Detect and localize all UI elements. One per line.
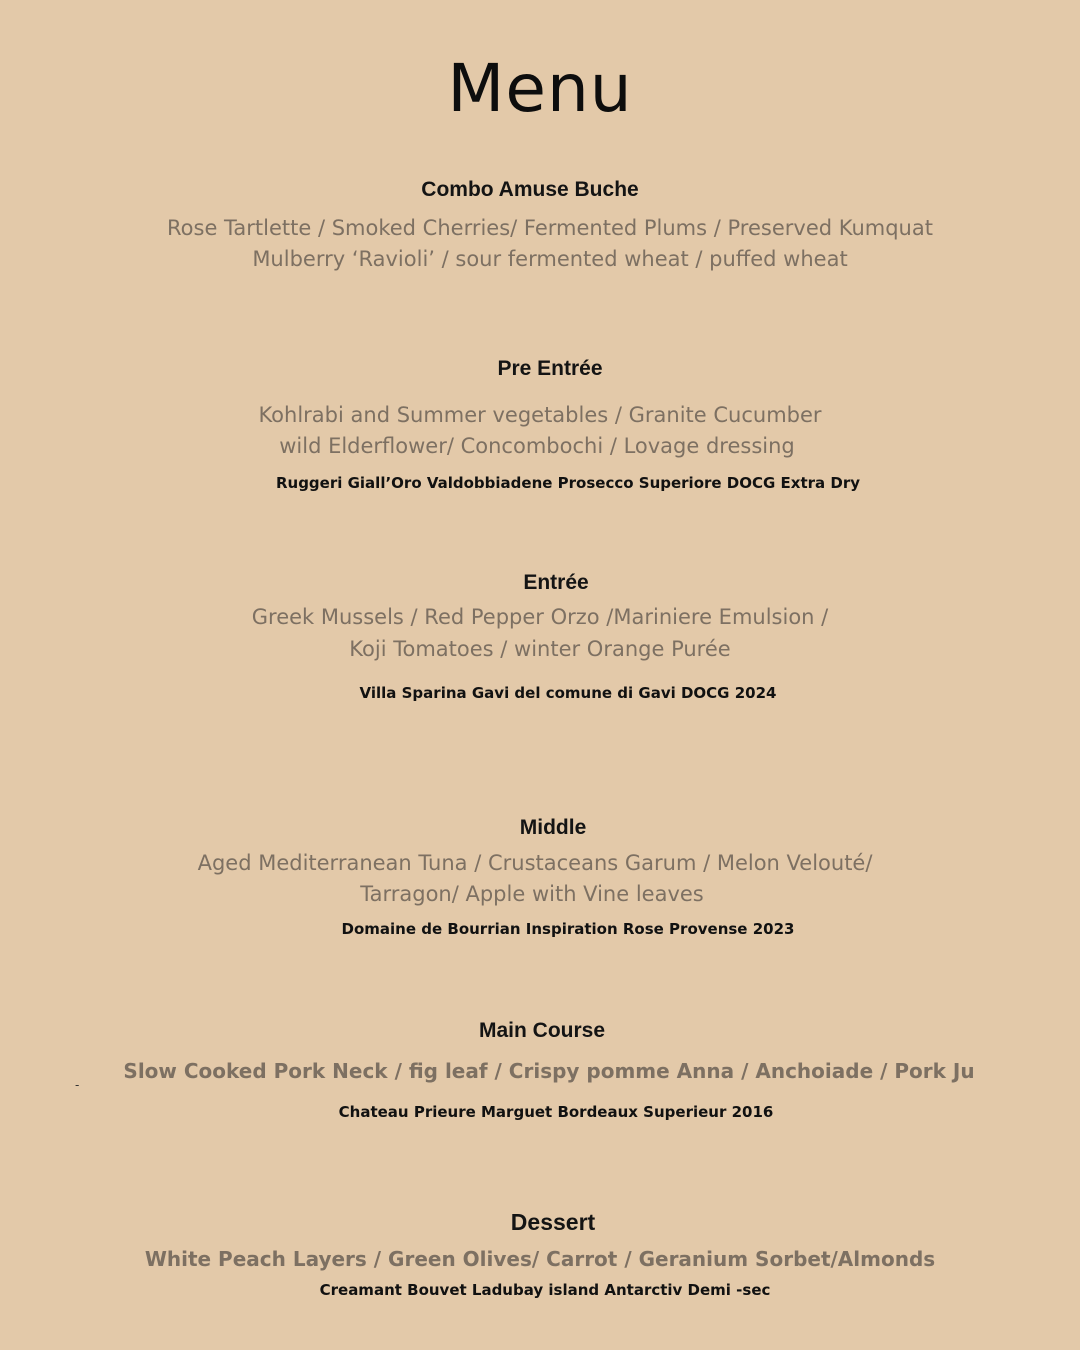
- course-heading-dessert: Dessert: [510, 1209, 596, 1235]
- course-line-pre-entree-1: Kohlrabi and Summer vegetables / Granite Cucumber: [258, 403, 822, 427]
- course-heading-pre-entree: Pre Entrée: [497, 357, 603, 380]
- stray-mark: -: [75, 1078, 80, 1092]
- course-line-dessert-1: White Peach Layers / Green Olives/ Carrot / Geranium Sorbet/Almonds: [144, 1247, 936, 1271]
- menu-title: Menu: [447, 50, 633, 127]
- course-heading-entree: Entrée: [523, 571, 589, 594]
- course-line-entree-1: Greek Mussels / Red Pepper Orzo /Mariniere Emulsion /: [251, 605, 829, 629]
- wine-pairing-pre-entree: Ruggeri Giall’Oro Valdobbiadene Prosecco Superiore DOCG Extra Dry: [275, 474, 861, 492]
- wine-pairing-middle: Domaine de Bourrian Inspiration Rose Provense 2023: [341, 920, 795, 938]
- course-heading-middle: Middle: [519, 816, 587, 839]
- course-heading-main-course: Main Course: [478, 1019, 606, 1042]
- wine-pairing-dessert: Creamant Bouvet Ladubay island Antarctiv Demi -sec: [319, 1281, 771, 1299]
- course-line-entree-2: Koji Tomatoes / winter Orange Purée: [349, 637, 731, 661]
- course-line-amuse-buche-2: Mulberry ‘Ravioli’ / sour fermented wheat / puffed wheat: [252, 247, 848, 271]
- course-line-middle-2: Tarragon/ Apple with Vine leaves: [360, 882, 704, 906]
- course-line-amuse-buche-1: Rose Tartlette / Smoked Cherries/ Fermented Plums / Preserved Kumquat: [167, 216, 933, 240]
- course-line-pre-entree-2: wild Elderflower/ Concombochi / Lovage dressing: [279, 434, 795, 458]
- wine-pairing-entree: Villa Sparina Gavi del comune di Gavi DOCG 2024: [359, 684, 777, 702]
- course-line-main-course-1: Slow Cooked Pork Neck / fig leaf / Crispy pomme Anna / Anchoiade / Pork Ju: [123, 1059, 975, 1083]
- course-line-middle-1: Aged Mediterranean Tuna / Crustaceans Garum / Melon Velouté/: [197, 851, 873, 875]
- course-heading-amuse-buche: Combo Amuse Buche: [421, 178, 639, 201]
- wine-pairing-main-course: Chateau Prieure Marguet Bordeaux Superieur 2016: [338, 1103, 774, 1121]
